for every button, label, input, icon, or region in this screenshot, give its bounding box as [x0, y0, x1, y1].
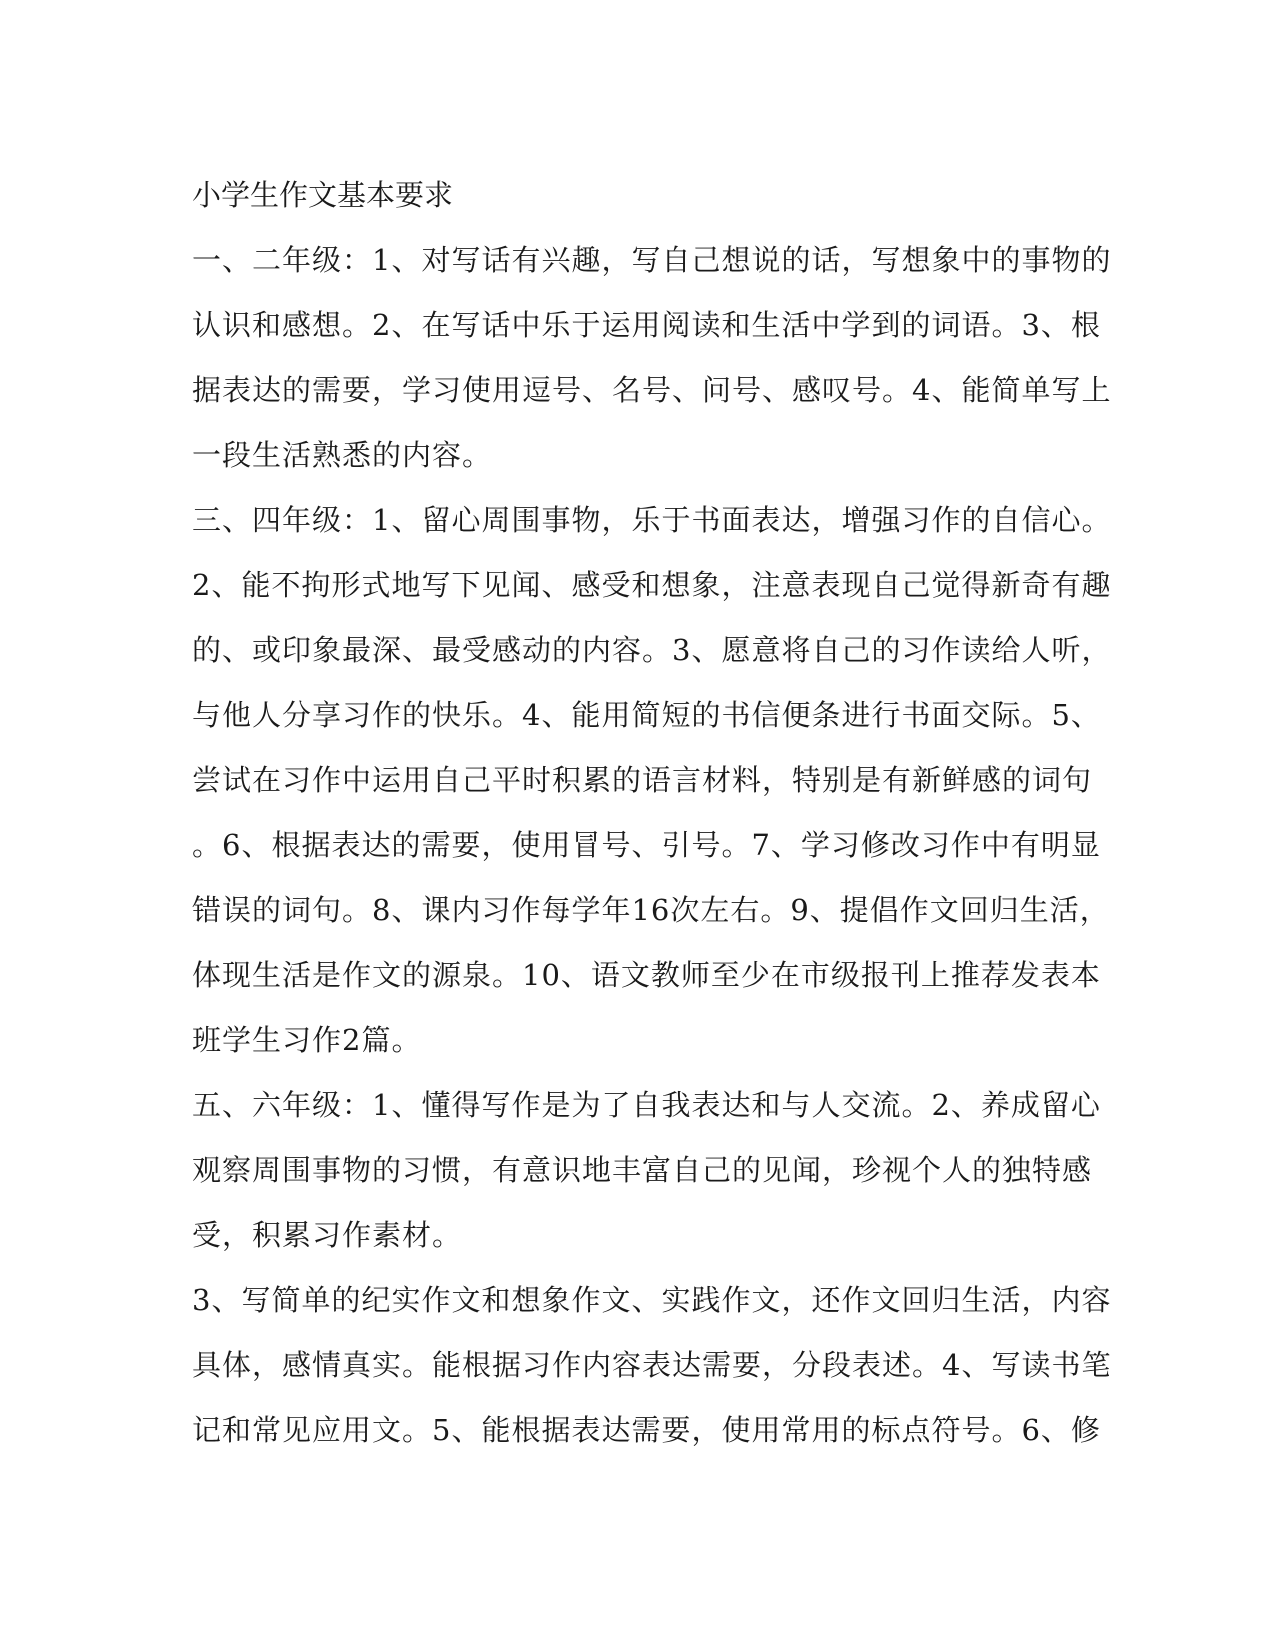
text-line: 具体，感情真实。能根据习作内容表达需要，分段表述。4、写读书笔 [192, 1348, 1112, 1382]
text-line: 受，积累习作素材。 [192, 1218, 463, 1252]
text-line: 一段生活熟悉的内容。 [192, 438, 493, 472]
text-line: 3、写简单的纪实作文和想象作文、实践作文，还作文回归生活，内容 [192, 1283, 1112, 1317]
text-line: 2、能不拘形式地写下见闻、感受和想象，注意表现自己觉得新奇有趣 [192, 568, 1112, 602]
text-line: 尝试在习作中运用自己平时积累的语言材料，特别是有新鲜感的词句 [192, 763, 1093, 797]
text-line: 错误的词句。8、课内习作每学年16次左右。9、提倡作文回归生活， [192, 893, 1110, 927]
text-line: 五、六年级：1、懂得写作是为了自我表达和与人交流。2、养成留心 [192, 1088, 1101, 1122]
text-line: 据表达的需要，学习使用逗号、名号、问号、感叹号。4、能简单写上 [192, 373, 1112, 407]
text-line: 一、二年级：1、对写话有兴趣，写自己想说的话，写想象中的事物的 [192, 243, 1112, 277]
text-line: 观察周围事物的习惯，有意识地丰富自己的见闻，珍视个人的独特感 [192, 1153, 1093, 1187]
text-line: 认识和感想。2、在写话中乐于运用阅读和生活中学到的词语。3、根 [192, 308, 1101, 342]
text-line: 与他人分享习作的快乐。4、能用简短的书信便条进行书面交际。5、 [192, 698, 1101, 732]
text-line: 体现生活是作文的源泉。10、语文教师至少在市级报刊上推荐发表本 [192, 958, 1101, 992]
text-line: 记和常见应用文。5、能根据表达需要，使用常用的标点符号。6、修 [192, 1413, 1101, 1447]
text-line: 三、四年级：1、留心周围事物，乐于书面表达，增强习作的自信心。 [192, 503, 1112, 537]
text-line: 的、或印象最深、最受感动的内容。3、愿意将自己的习作读给人听， [192, 633, 1112, 667]
document-title: 小学生作文基本要求 [192, 178, 454, 212]
document-body [192, 163, 1112, 1463]
text-line: 。6、根据表达的需要，使用冒号、引号。7、学习修改习作中有明显 [192, 828, 1101, 862]
text-line: 班学生习作2篇。 [192, 1023, 422, 1057]
